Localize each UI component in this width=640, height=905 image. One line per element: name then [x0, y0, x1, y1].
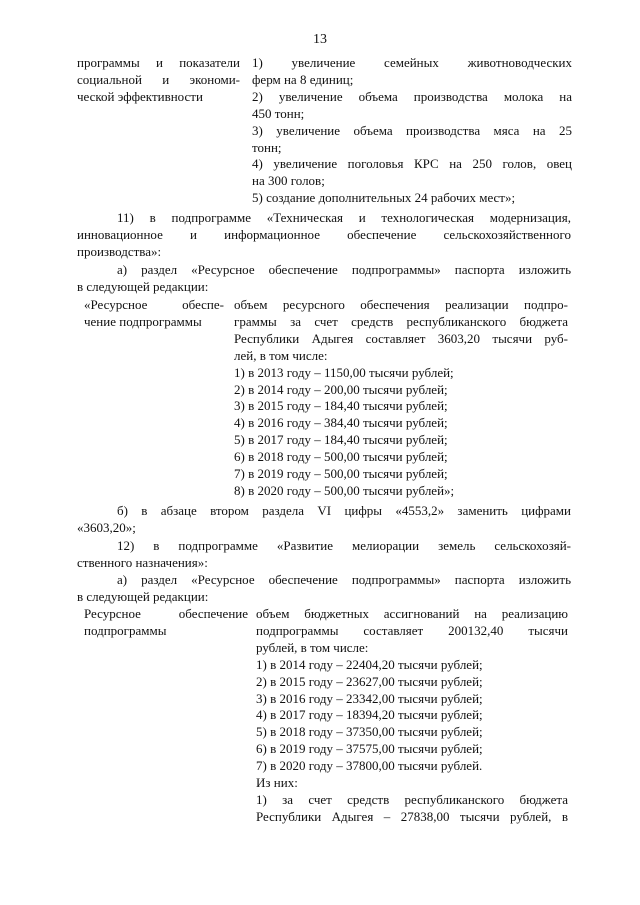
paragraph-line: б) в абзаце втором раздела VI цифры «4553,2» заменить цифрами [117, 503, 571, 518]
indicator-item-line: ферм на 8 единиц; [252, 71, 354, 87]
paragraph-line: 11) в подпрограмме «Техническая и технологическая модернизация, [117, 210, 571, 225]
year-amount-line: 5) в 2017 году – 184,40 тысячи рублей; [234, 432, 448, 448]
paragraph-line: в следующей редакции: [77, 588, 209, 604]
resource-left-cell [84, 606, 248, 826]
indicator-item-line: 4) увеличение поголовья КРС на 250 голов, овец [252, 156, 572, 172]
indicators-table-row [77, 55, 572, 207]
resource-table-11 [84, 297, 568, 500]
resource-intro-line: объем ресурсного обеспечения реализации подпро- [234, 297, 568, 312]
resource-right-cell [234, 297, 568, 500]
indicator-item-line: тонн; [252, 139, 282, 155]
year-amount-line: 8) в 2020 году – 500,00 тысячи рублей»; [234, 482, 455, 498]
resource-right-cell [256, 606, 568, 826]
indicator-item-line: 450 тонн; [252, 105, 305, 121]
year-amount-line: 2) в 2014 году – 200,00 тысячи рублей; [234, 381, 448, 397]
resource-intro-line: подпрограммы составляет 200132,40 тысячи [256, 622, 568, 638]
paragraph-line: а) раздел «Ресурсное обеспечение подпрограммы» паспорта изложить [117, 262, 571, 277]
indicator-item-line: 5) создание дополнительных 24 рабочих мест»; [252, 190, 516, 206]
paragraph-11a [77, 262, 571, 296]
left-cell-line: подпрограммы [84, 622, 167, 638]
paragraph-line: «3603,20»; [77, 519, 136, 535]
paragraph-12 [77, 538, 571, 572]
paragraph-11b [77, 503, 571, 537]
page-number: 13 [313, 32, 327, 47]
paragraph-line: в следующей редакции: [77, 278, 209, 294]
resource-intro-line: граммы за счет средств республиканского бюджета [234, 313, 568, 329]
paragraph-12a [77, 572, 571, 606]
resource-intro-line: лей, в том числе: [234, 347, 328, 363]
year-amount-line: 5) в 2018 году – 37350,00 тысячи рублей; [256, 724, 483, 740]
year-amount-line: 1) в 2013 году – 1150,00 тысячи рублей; [234, 364, 454, 380]
year-amount-line: 6) в 2018 году – 500,00 тысячи рублей; [234, 449, 448, 465]
year-amount-line: 4) в 2016 году – 384,40 тысячи рублей; [234, 415, 448, 431]
indicator-item-line: на 300 голов; [252, 173, 325, 189]
indicator-item-line: 1) увеличение семейных животноводческих [252, 55, 572, 70]
resource-left-cell [84, 297, 224, 500]
indicator-item-line: 3) увеличение объема производства мяса на 25 [252, 122, 572, 138]
of-them-label: Из них: [256, 775, 298, 791]
left-cell-line: «Ресурсное обеспе- [84, 297, 224, 312]
left-cell-line: социальной и экономи- [77, 71, 240, 87]
paragraph-line: инновационное и информационное обеспечение сельскохозяйственного [77, 226, 571, 242]
left-cell-line: Ресурсное обеспечение [84, 606, 248, 621]
paragraph-line: а) раздел «Ресурсное обеспечение подпрограммы» паспорта изложить [117, 572, 571, 587]
left-cell-line: ческой эффективности [77, 88, 203, 104]
resource-intro-line: объем бюджетных ассигнований на реализацию [256, 606, 568, 621]
year-amount-line: 6) в 2019 году – 37575,00 тысячи рублей; [256, 741, 483, 757]
indicator-item-line: 2) увеличение объема производства молока на [252, 88, 572, 104]
year-amount-line: 1) в 2014 году – 22404,20 тысячи рублей; [256, 656, 483, 672]
left-cell-line: чение подпрограммы [84, 313, 202, 329]
year-amount-line: 3) в 2015 году – 184,40 тысячи рублей; [234, 398, 448, 414]
resource-intro-line: Республики Адыгея составляет 3603,20 тысячи руб- [234, 330, 568, 346]
year-amount-line: 3) в 2016 году – 23342,00 тысячи рублей; [256, 690, 483, 706]
resource-intro-line: рублей, в том числе: [256, 639, 369, 655]
year-amount-line: 4) в 2017 году – 18394,20 тысячи рублей; [256, 707, 483, 723]
resource-final-line: 1) за счет средств республиканского бюджета [256, 791, 568, 807]
resource-table-12 [84, 606, 568, 826]
paragraph-11 [77, 210, 571, 261]
paragraph-line: 12) в подпрограмме «Развитие мелиорации земель сельскохозяй- [117, 538, 571, 553]
year-amount-line: 2) в 2015 году – 23627,00 тысячи рублей; [256, 673, 483, 689]
paragraph-line: ственного назначения»: [77, 554, 208, 570]
left-cell-line: программы и показатели [77, 55, 240, 70]
year-amount-line: 7) в 2019 году – 500,00 тысячи рублей; [234, 466, 448, 482]
indicators-left-cell [77, 55, 240, 207]
indicators-right-cell [252, 55, 572, 207]
resource-final-line: Республики Адыгея – 27838,00 тысячи рублей, в [256, 808, 568, 824]
year-amount-line: 7) в 2020 году – 37800,00 тысячи рублей. [256, 758, 483, 774]
paragraph-line: производства»: [77, 243, 162, 259]
